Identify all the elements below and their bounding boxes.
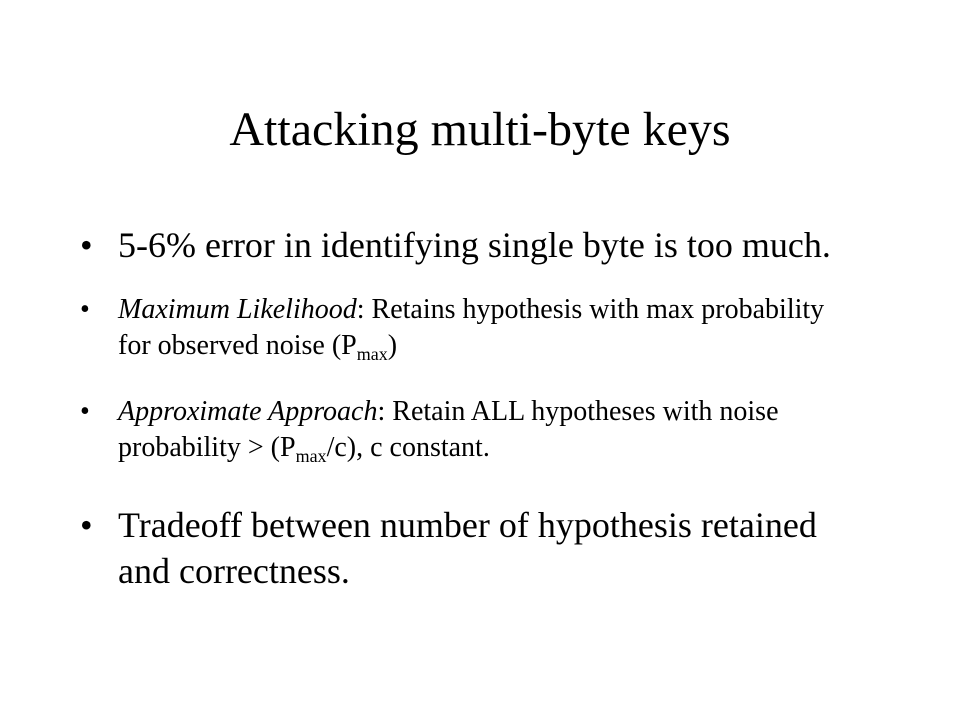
bullet-marker: •	[80, 505, 93, 545]
bullet-term: Approximate Approach	[118, 396, 378, 427]
slide-title: Attacking multi-byte keys	[229, 103, 731, 156]
bullet-text: : Retains hypothesis with max probability for observed noise (P	[118, 294, 825, 361]
bullet-marker: •	[80, 225, 93, 265]
bullet-text: 5-6% error in identifying single byte is too much.	[118, 225, 831, 265]
bullet-item	[80, 222, 840, 268]
bullet-marker: •	[80, 294, 90, 325]
bullet-item	[80, 394, 840, 474]
bullet-item	[80, 502, 840, 594]
bullet-text-end: /c), c constant.	[326, 432, 490, 463]
bullet-marker: •	[80, 396, 90, 427]
subscript: max	[295, 446, 327, 466]
bullet-text: : Retain ALL hypotheses with noise probability > (P	[118, 396, 779, 463]
bullet-text-end: )	[387, 330, 398, 361]
bullet-list	[80, 222, 840, 620]
bullet-item	[80, 292, 840, 372]
subscript: max	[356, 344, 388, 364]
bullet-term: Maximum Likelihood	[118, 294, 357, 325]
bullet-text: Tradeoff between number of hypothesis retained and correctness.	[118, 505, 817, 591]
